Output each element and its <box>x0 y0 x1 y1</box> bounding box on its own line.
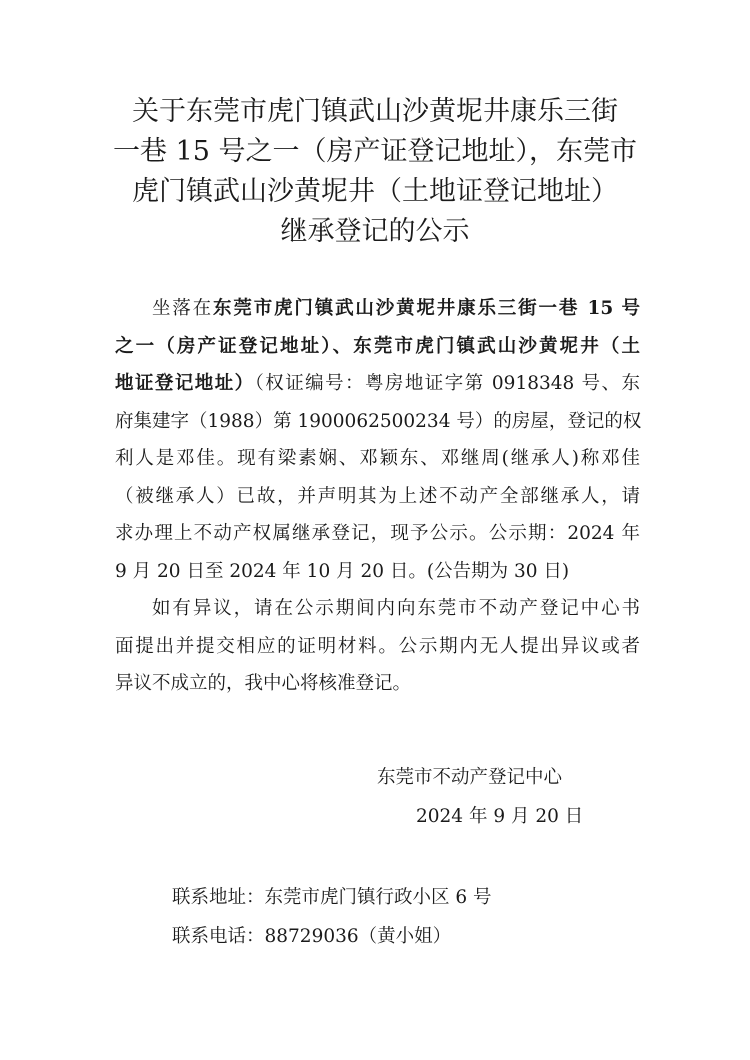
paragraph-1-line-3 <box>115 365 640 403</box>
paragraph-1-line-7: 求办理上不动产权属继承登记，现予公示。公示期：2024 年 <box>115 523 640 544</box>
title-line-1: 关于东莞市虎门镇武山沙黄坭井康乐三街 <box>132 96 618 127</box>
paragraph-1-line-1 <box>115 290 640 328</box>
paragraph-2-line-3: 异议不成立的，我中心将核准登记。 <box>115 673 412 694</box>
title-line-4: 继承登记的公示 <box>280 216 470 247</box>
contact-phone: 联系电话：88729036（黄小姐） <box>172 926 452 947</box>
signature-block <box>350 758 610 836</box>
issue-date: 2024 年 9 月 20 日 <box>416 806 584 827</box>
title-line-3: 虎门镇武山沙黄坭井（土地证登记地址） <box>132 176 618 207</box>
property-address-part-3: 地证登记地址） <box>115 373 255 394</box>
paragraph-1-line-2: 之一（房产证登记地址）、东莞市虎门镇武山沙黄坭井（土 <box>115 335 640 357</box>
contact-block <box>172 878 492 956</box>
paragraph-1-line-5: 利人是邓佳。现有梁素娴、邓颖东、邓继周(继承人)称邓佳 <box>115 448 640 469</box>
certificate-number-text: （权证编号：粤房地证字第 0918348 号、东 <box>254 373 640 394</box>
title-line-2: 一巷 15 号之一（房产证登记地址），东莞市 <box>112 136 638 167</box>
notice-title <box>100 92 650 252</box>
property-address-part-1: 东莞市虎门镇武山沙黄坭井康乐三街一巷 15 号 <box>213 298 640 319</box>
paragraph-2-line-1: 如有异议，请在公示期间内向东莞市不动产登记中心书 <box>152 598 640 619</box>
paragraph-1-line-4: 府集建字（1988）第 1900062500234 号）的房屋，登记的权 <box>115 410 642 432</box>
issuing-organization: 东莞市不动产登记中心 <box>377 767 563 788</box>
property-location-prefix: 坐落在 <box>152 298 214 319</box>
paragraph-1-line-8: 9 月 20 日至 2024 年 10 月 20 日。(公告期为 30 日) <box>115 560 570 582</box>
contact-address: 联系地址：东莞市虎门镇行政小区 6 号 <box>172 887 492 908</box>
paragraph-2-line-2: 面提出并提交相应的证明材料。公示期内无人提出异议或者 <box>115 635 640 657</box>
notice-body <box>115 290 640 703</box>
paragraph-1-line-6: （被继承人）已故，并声明其为上述不动产全部继承人，请 <box>115 485 640 507</box>
